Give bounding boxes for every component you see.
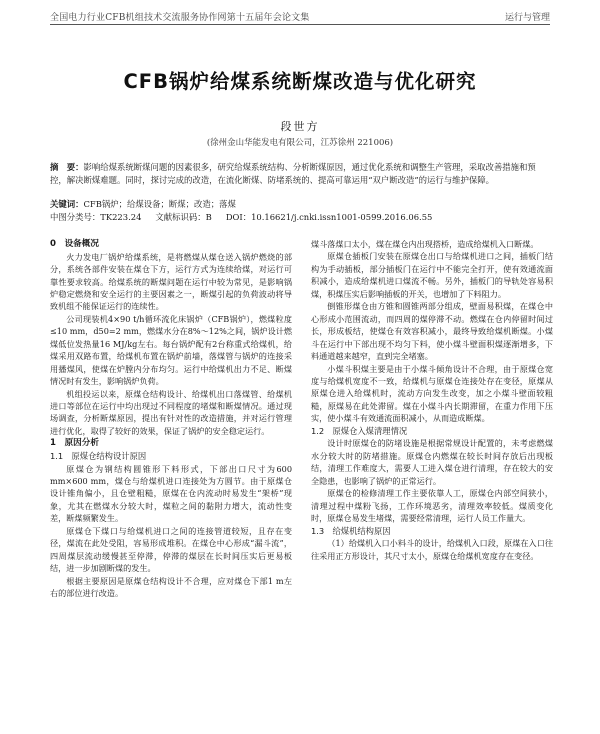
keywords: [50, 198, 550, 211]
body-paragraph: 根据主要原因是原煤仓结构设计不合理，应对煤仓下部1 m左右的部位进行改造。: [50, 575, 292, 599]
body-paragraph: 倒锥形煤仓由方锥和圆锥两部分组成，壁面易积煤，在煤仓中心形成小范围流动，而四周的煤停滞不动。燃煤在仓内停留时间过长，形成板结，使煤仓有效容积减小，最终导致给煤机断煤。小煤斗在运行中下部出现不均匀下料，使小煤斗壁面积煤逐渐增多，下料通道越来越窄，直到完全堵塞。: [311, 301, 553, 362]
author: 段世方: [280, 120, 320, 133]
document-code: 文献标识码：B: [155, 212, 212, 222]
abstract-label: 摘 要：: [50, 162, 84, 172]
body-paragraph: 原煤仓插板门安装在原煤仓出口与给煤机进口之间，插板门结构为手动插板，部分插板门在运行中不能完全打开，使有效通流面积减小，造成给煤机进口煤流不畅。另外，插板门的导轨处容易积煤，积煤压实后影响插板的开关，也增加了下料阻力。: [311, 251, 553, 299]
clc-number: 中图分类号：TK223.24: [50, 212, 142, 222]
running-header-right: 运行与管理: [504, 13, 550, 23]
body-paragraph: 煤斗落煤口太小，煤在煤仓内出现搭桥，造成给煤机入口断煤。: [311, 239, 539, 249]
body-paragraph: 火力发电厂锅炉给煤系统，是将燃煤从煤仓送入锅炉燃烧的部分，系统各部件安装在煤仓下方，运行方式为连续给煤，对运行可靠性要求较高。给煤系统的断煤问题在运行中较为常见，是影响锅炉稳定燃烧和安全运行的主要因素之一，断煤引起的负荷波动将导致机组不能保证运行的连续性。: [50, 251, 292, 312]
body-paragraph: 原煤仓下煤口与给煤机进口之间的连接管道较短，且存在变径，煤流在此处受阻，容易形成堆积。在煤仓中心形成“漏斗流”，四周煤层流动缓慢甚至停滞，停滞的煤层在长时间压实后更易板结，进一步加剧断煤的发生。: [50, 525, 292, 574]
keywords-text: CFB锅炉；给煤设备；断煤；改造；落煤: [83, 199, 236, 209]
section-heading: 0 设备概况: [50, 239, 99, 249]
doi: DOI：10.16621/j.cnki.issn1001-0599.2016.06.55: [225, 212, 433, 222]
header-rule: [50, 24, 550, 25]
body-paragraph: 原煤仓为钢结构圆锥形下料形式，下部出口尺寸为600 mm×600 mm，煤仓与给煤机进口连接处为方圆节。由于原煤仓设计锥角偏小，且仓壁粗糙，原煤在仓内流动时易发生“架桥”现象，尤其在燃煤水分较大时，煤粒之间的黏附力增大，流动性变差，断煤频繁发生。: [50, 463, 292, 524]
paper-title: CFB锅炉给煤系统断煤改造与优化研究: [123, 70, 477, 93]
right-column: [311, 238, 553, 562]
body-paragraph: 设计时原煤仓的防堵设施是根据常规设计配置的，未考虑燃煤水分较大时的防堵措施。原煤仓内燃煤在较长时间存放后出现板结，清理工作难度大，需要人工进入煤仓进行清理，存在较大的安全隐患，也影响了锅炉的正常运行。: [311, 438, 553, 486]
running-header-left: 全国电力行业CFB机组技术交流服务协作网第十五届年会论文集: [50, 13, 310, 23]
keywords-label: 关键词：: [50, 199, 84, 209]
subsection-heading: 1.1 原煤仓结构设计原因: [50, 450, 147, 461]
subsection-heading: 1.2 原煤仓入煤清理情况: [311, 425, 408, 436]
subsection-heading: 1.3 给煤机结构原因: [311, 525, 391, 536]
body-paragraph: 原煤仓的检修清理工作主要依靠人工，原煤仓内部空间狭小，清理过程中煤粉飞扬，工作环境恶劣，清理效率较低。煤质变化时，原煤仓易发生堵煤，需要经常清理，运行人员工作量大。: [311, 488, 553, 524]
abstract-text: 影响给煤系统断煤问题的因素很多，研究给煤系统结构、分析断煤原因，通过优化系统和调整生产管理，采取改善措施和预控，解决断煤难题。同时，探讨完成的改造，在流化断煤、防堵系统的、提高可靠运用“双户断改造”的运行与维护保障。: [50, 162, 536, 185]
abstract: [50, 161, 550, 186]
body-paragraph: 公司现装机4×90 t/h循环流化床锅炉（CFB锅炉），燃煤粒度≤10 mm，d50=2 mm，燃煤水分在8%～12%之间，锅炉设计燃煤低位发热量16 MJ/kg左右。每台锅炉配有2台称重式给煤机，给煤采用双路布置，给煤机布置在锅炉前墙，落煤管与锅炉的连接采用播煤风，使煤在炉膛内分布均匀。运行中给煤机出力不足、断煤情况时有发生，影响锅炉负荷。: [50, 313, 292, 387]
body-paragraph: 小煤斗积煤主要是由于小煤斗倾角设计不合理，由于原煤仓宽度与给煤机宽度不一致，给煤机与原煤仓连接处存在变径，原煤从原煤仓进入给煤机时，流动方向发生改变，加之小煤斗壁面较粗糙，原煤易在此处滞留。煤在小煤斗内长期滞留，在重力作用下压实，使小煤斗有效通流面积减小，从而造成断煤。: [311, 363, 553, 424]
body-paragraph: 机组投运以来，原煤仓结构设计、给煤机出口落煤管、给煤机进口等部位在运行中均出现过不同程度的堵煤和断煤情况。通过现场调查，分析断煤原因，提出有针对性的改造措施，并对运行管理进行优化，取得了较好的效果，保证了锅炉的安全稳定运行。: [50, 388, 292, 436]
left-column: [50, 238, 292, 600]
section-heading: 1 原因分析: [50, 438, 99, 449]
body-paragraph: （1）给煤机入口小料斗的设计，给煤机入口段，原煤在入口往往采用正方形设计，其尺寸太小，原煤仓给煤机宽度存在变径。: [311, 538, 553, 561]
affiliation: (徐州金山华能发电有限公司，江苏徐州 221006): [206, 138, 394, 148]
classification-line: [50, 211, 550, 224]
